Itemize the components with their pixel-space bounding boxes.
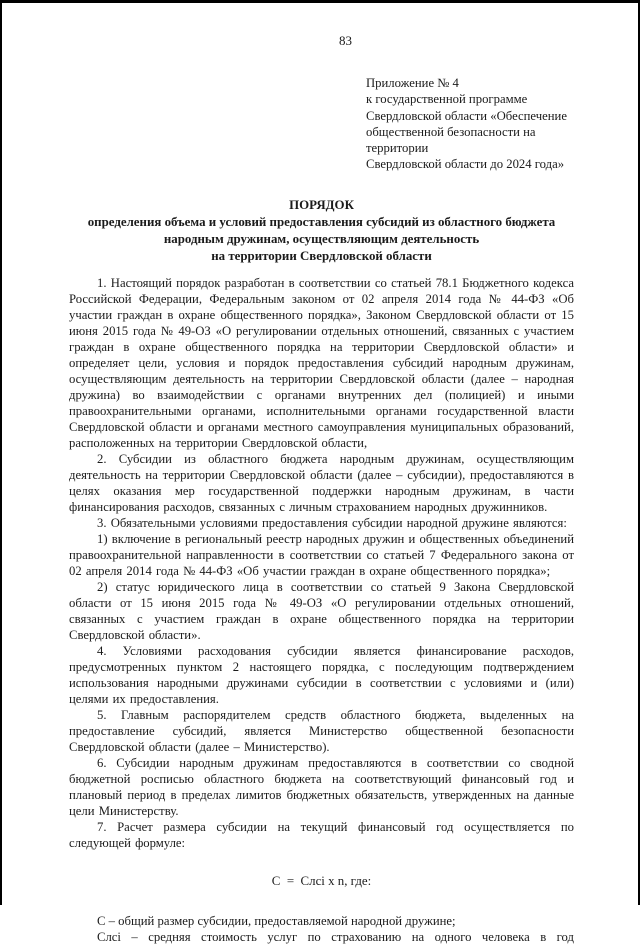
paragraph-2: 2. Субсидии из областного бюджета народным дружинам, осуществляющим деятельность на территории Свердловской области (далее – субсидии), предоставляются в целях оказания мер государственной поддержки народным дружинам, в части финансирования расходов, связанных с личным страхованием народных дружинников. <box>69 451 574 514</box>
page-content <box>2 33 638 945</box>
formula-definitions <box>69 913 574 945</box>
paragraph-5: 5. Главным распорядителем средств областного бюджета, выделенных на предоставление субсидий, является Министерство общественной безопасности Свердловской области (далее – Министерство). <box>69 707 574 754</box>
paragraph-7: 7. Расчет размера субсидии на текущий финансовый год осуществляется по следующей формуле: <box>69 819 574 850</box>
title-line: на территории Свердловской области <box>211 248 432 263</box>
paragraph-1: 1. Настоящий порядок разработан в соответствии со статьей 78.1 Бюджетного кодекса Российской Федерации, Федеральным законом от 02 апреля 2014 года № 44-ФЗ «Об участии граждан в охране общественного порядка», Законом Свердловской области от 15 июня 2015 года № 49-ОЗ «О регулировании отдельных отношений, связанных с участием граждан в охране общественного порядка на территории Свердловской области» и определяет цели, условия и порядок предоставления субсидий народным дружинам, осуществляющим деятельность на территории Свердловской области (далее – народная дружина) во взаимодействии с органами внутренних дел (полицией) и иными правоохранительными органами, исполнительными органами государственной власти Свердловской области и органами местного самоуправления муниципальных образований, расположенных на территории Свердловской области, <box>69 275 574 450</box>
paragraph-6: 6. Субсидии народным дружинам предоставляются в соответствии со сводной бюджетной росписью областного бюджета на соответствующий финансовый год и плановый период в пределах лимитов бюджетных обязательств, утвержденных на данные цели Министерству. <box>69 755 574 818</box>
paragraph-3: 3. Обязательными условиями предоставления субсидии народной дружине являются: <box>97 515 567 530</box>
definition-total-subsidy: С – общий размер субсидии, предоставляемой народной дружине; <box>97 913 456 928</box>
title-line: ПОРЯДОК <box>289 197 354 212</box>
title-line: народным дружинам, осуществляющим деятельность <box>163 231 480 246</box>
annex-line: к государственной программе <box>366 92 528 107</box>
title-line: определения объема и условий предоставления субсидий из областного бюджета <box>87 214 556 229</box>
document-title <box>69 197 574 265</box>
subitem-1: 1) включение в региональный реестр народных дружин и общественных объединений правоохранительной направленности в соответствии со статьей 7 Федерального закона от 02 апреля 2014 года № 44-ФЗ «Об участии граждан в охране общественного порядка»; <box>69 531 574 578</box>
annex-block <box>366 75 574 173</box>
annex-line: Свердловской области «Обеспечение <box>366 108 567 123</box>
page-number: 83 <box>339 33 352 48</box>
subsidy-formula: С = Слсi x n, где: <box>271 873 372 888</box>
document-body <box>69 275 574 851</box>
paragraph-4: 4. Условиями расходования субсидии является финансирование расходов, предусмотренных пунктом 2 настоящего порядка, с последующим подтверждением использования народными дружинами субсидии в соответствии с условиями и (или) целями их предоставления. <box>69 643 574 706</box>
annex-line: Свердловской области до 2024 года» <box>366 157 565 172</box>
definition-average-cost: Слсi – средняя стоимость услуг по страхованию на одного человека в год <box>97 929 574 944</box>
subitem-2: 2) статус юридического лица в соответствии со статьей 9 Закона Свердловской области от 15 июня 2015 года № 49-ОЗ «О регулировании отдельных отношений, связанных с участием граждан в охране общественного порядка на территории Свердловской области». <box>69 579 574 642</box>
annex-line: общественной безопасности на территории <box>366 124 536 156</box>
annex-line: Приложение № 4 <box>366 76 459 90</box>
